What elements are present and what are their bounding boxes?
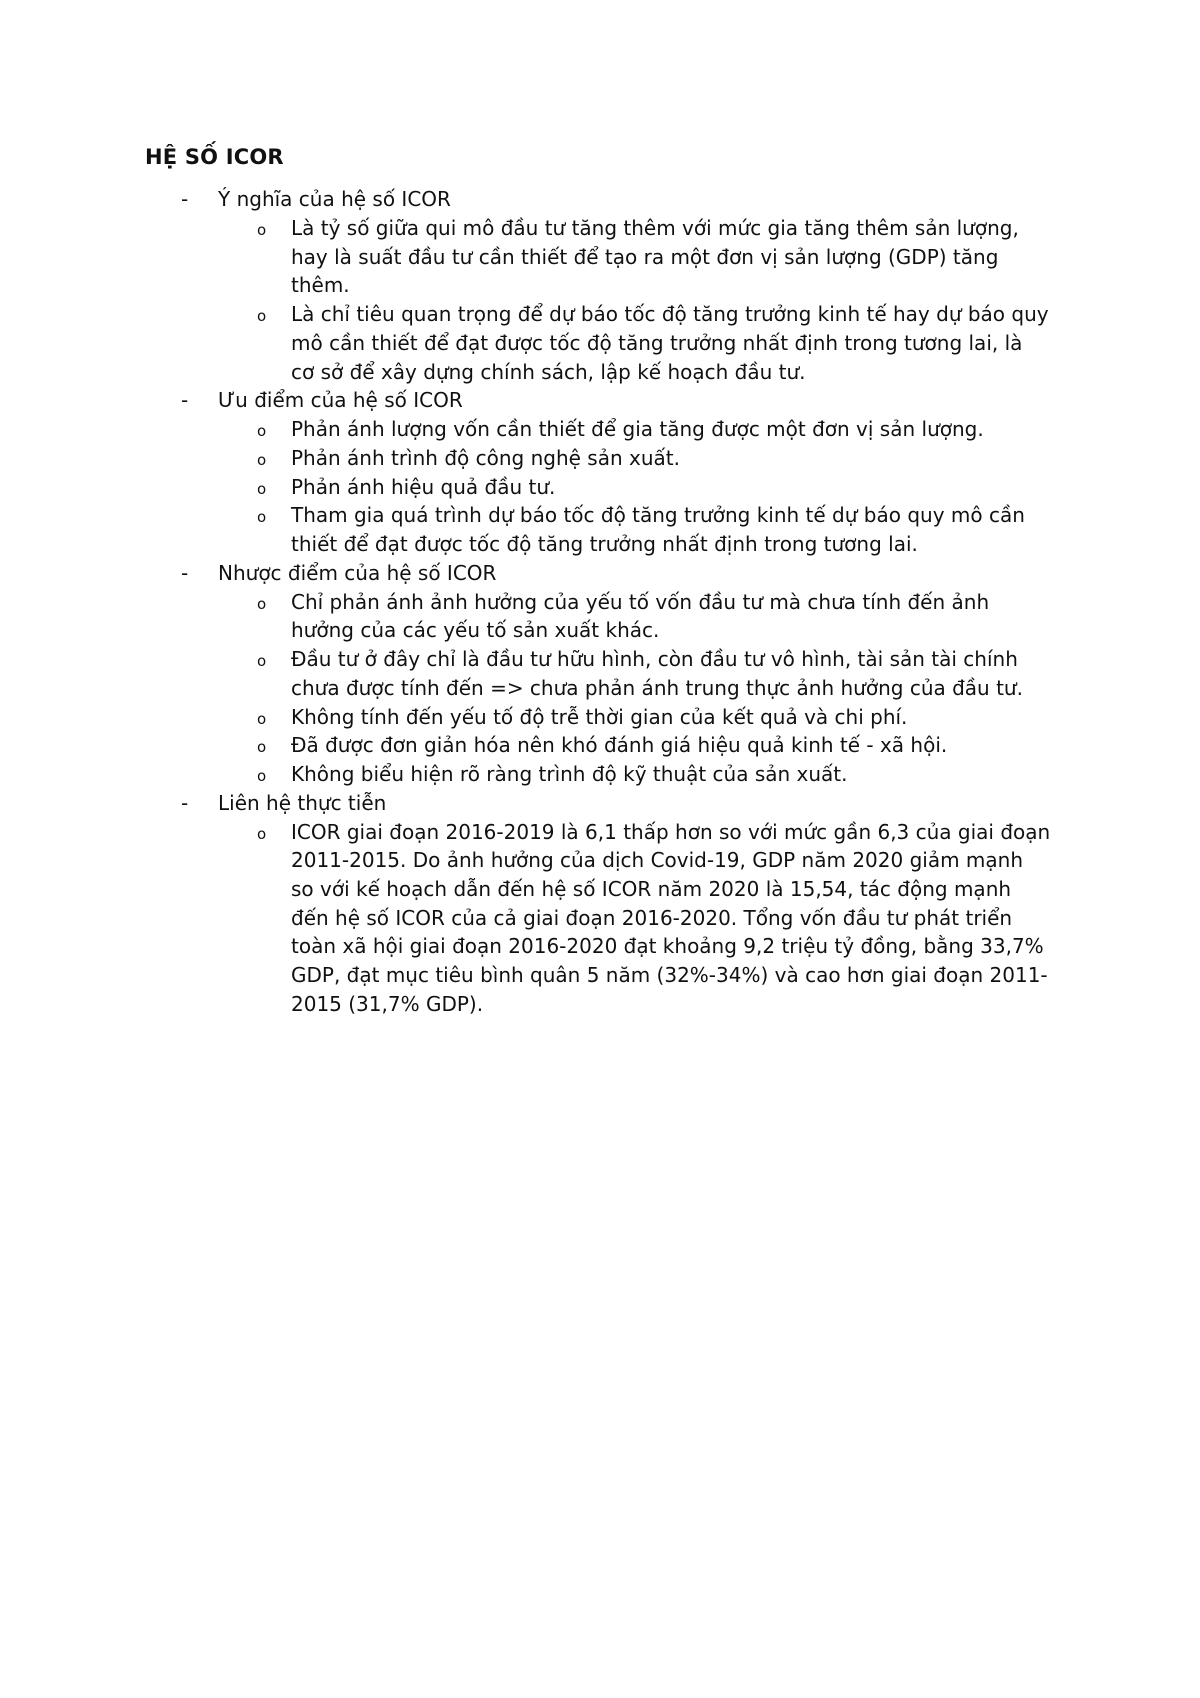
list-item-text: Phản ánh trình độ công nghệ sản xuất. — [291, 445, 680, 470]
list-item — [0, 818, 1051, 1019]
section-heading-row — [0, 789, 1200, 818]
list-item-text: ICOR giai đoạn 2016-2019 là 6,1 thấp hơn so với mức gần 6,3 của giai đoạn 2011-2015. Do ảnh hưởng của dịch Covid-19, GDP năm 2020 giảm mạnh so với kế hoạch dẫn đến hệ số ICOR năm 2020 là 15,54, tác động mạnh đến hệ số ICOR của cả giai đoạn 2016-2020. Tổng vốn đầu tư phát triển toàn xã hội giai đoạn 2016-2020 đạt khoảng 9,2 triệu tỷ đồng, bằng 33,7% GDP, đạt mục tiêu bình quân 5 năm (32%-34%) và cao hơn giai đoạn 2011-2015 (31,7% GDP). — [291, 819, 1051, 1016]
circle-bullet-icon: o — [257, 824, 267, 843]
document-body — [0, 185, 1200, 1019]
list-item — [0, 473, 1051, 502]
list-item — [0, 588, 1051, 645]
list-item-text: Phản ánh hiệu quả đầu tư. — [291, 474, 556, 499]
circle-bullet-icon: o — [257, 221, 267, 239]
section — [0, 386, 1200, 559]
circle-bullet-icon: o — [257, 594, 267, 613]
list-item-text: Là tỷ số giữa qui mô đầu tư tăng thêm với mức gia tăng thêm sản lượng, hay là suất đầu tư cần thiết để tạo ra một đơn vị sản lượng (GDP) tăng thêm. — [291, 216, 1019, 298]
circle-bullet-icon: o — [257, 450, 267, 469]
list-item — [0, 760, 1051, 789]
list-item — [0, 703, 1051, 732]
section-heading-row — [0, 185, 1200, 214]
dash-marker: - — [181, 187, 189, 211]
section — [0, 789, 1200, 1019]
list-item-text: Không biểu hiện rõ ràng trình độ kỹ thuật của sản xuất. — [291, 761, 848, 786]
dash-marker: - — [181, 560, 189, 585]
circle-bullet-icon: o — [257, 709, 267, 728]
list-item — [0, 645, 1051, 702]
section-heading: Ưu điểm của hệ số ICOR — [218, 388, 463, 413]
list-item-text: Đã được đơn giản hóa nên khó đánh giá hiệu quả kinh tế - xã hội. — [291, 733, 948, 758]
section-heading-row — [0, 559, 1200, 588]
section — [0, 559, 1200, 789]
circle-bullet-icon: o — [257, 479, 267, 498]
list-item — [0, 731, 1051, 760]
list-item-text: Phản ánh lượng vốn cần thiết để gia tăng được một đơn vị sản lượng. — [291, 417, 984, 442]
circle-bullet-icon: o — [257, 422, 267, 441]
list-item — [0, 444, 1051, 473]
circle-bullet-icon: o — [257, 307, 267, 326]
list-item — [0, 415, 1051, 444]
circle-bullet-icon: o — [257, 738, 267, 757]
section-heading-row — [0, 386, 1200, 415]
list-item-text: Không tính đến yếu tố độ trễ thời gian của kết quả và chi phí. — [291, 704, 908, 729]
section-heading: Nhược điểm của hệ số ICOR — [218, 560, 497, 585]
list-item — [0, 214, 1051, 300]
bullet-list — [0, 818, 1200, 1019]
list-item-text: Là chỉ tiêu quan trọng để dự báo tốc độ tăng trưởng kinh tế hay dự báo quy mô cần thiết để đạt được tốc độ tăng trưởng nhất định trong tương lai, là cơ sở để xây dựng chính sách, lập kế hoạch đầu tư. — [291, 302, 1049, 384]
section-heading: Liên hệ thực tiễn — [218, 790, 387, 815]
list-item-text: Tham gia quá trình dự báo tốc độ tăng trưởng kinh tế dự báo quy mô cần thiết để đạt được tốc độ tăng trưởng nhất định trong tương lai. — [291, 503, 1025, 557]
list-item — [0, 501, 1051, 558]
dash-marker: - — [181, 790, 189, 815]
section-heading: Ý nghĩa của hệ số ICOR — [218, 187, 451, 211]
bullet-list — [0, 588, 1200, 789]
bullet-list — [0, 415, 1200, 559]
list-item-text: Đầu tư ở đây chỉ là đầu tư hữu hình, còn đầu tư vô hình, tài sản tài chính chưa được tính đến => chưa phản ánh trung thực ảnh hưởng của đầu tư. — [291, 647, 1023, 700]
section — [0, 185, 1200, 386]
list-item — [0, 300, 1051, 386]
dash-marker: - — [181, 388, 189, 413]
bullet-list — [0, 214, 1200, 386]
circle-bullet-icon: o — [257, 652, 267, 671]
circle-bullet-icon: o — [257, 508, 267, 527]
list-item-text: Chỉ phản ánh ảnh hưởng của yếu tố vốn đầu tư mà chưa tính đến ảnh hưởng của các yếu tố sản xuất khác. — [291, 589, 990, 643]
circle-bullet-icon: o — [257, 766, 267, 785]
document-title: HỆ SỐ ICOR — [145, 145, 284, 169]
